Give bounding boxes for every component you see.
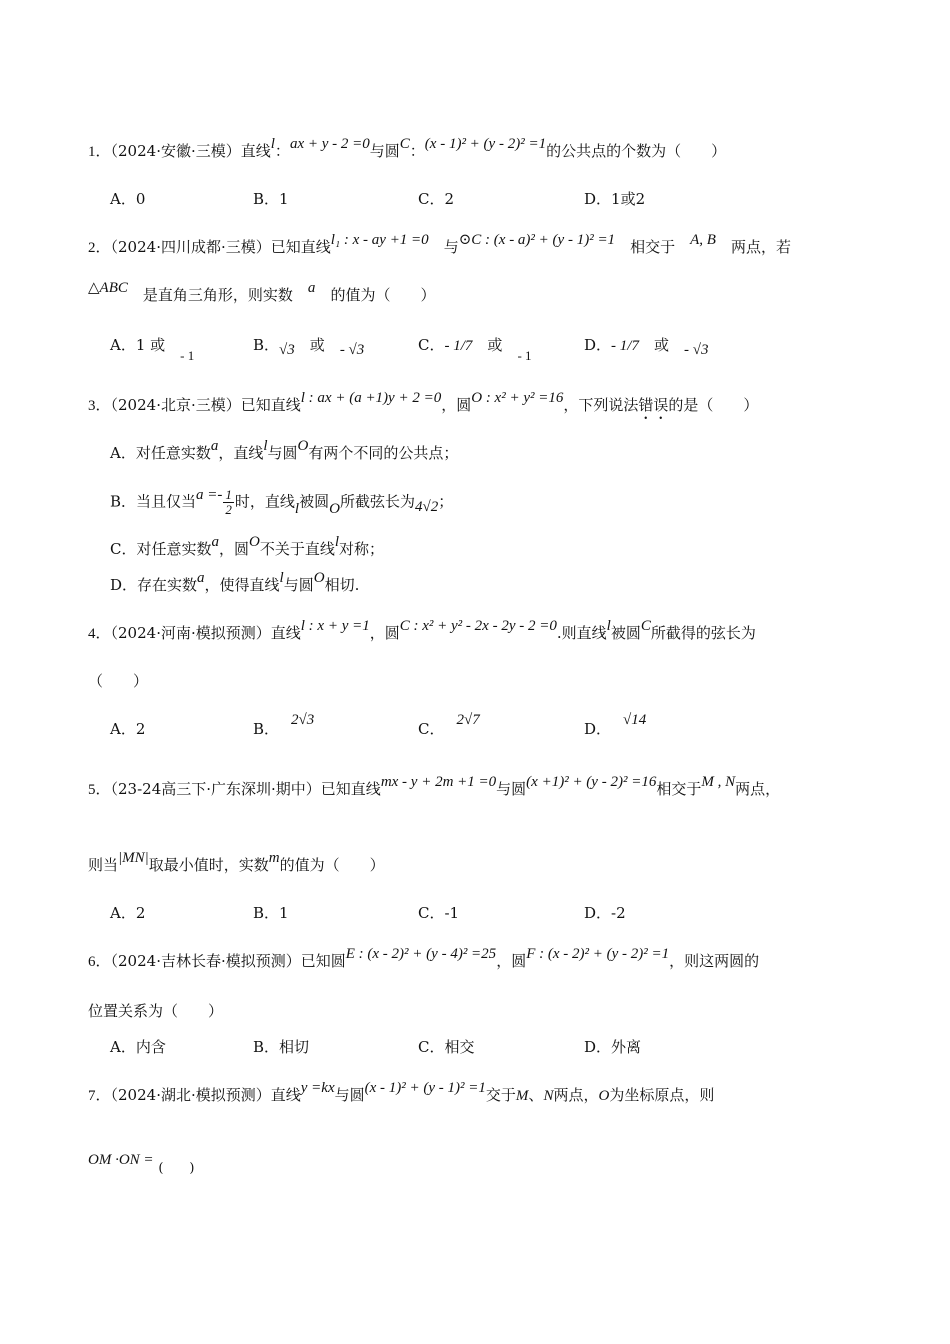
q5-text6: 取最小值时，实数 (148, 856, 269, 874)
q1-option-a: A．0 (110, 190, 146, 208)
q2-triangle: △ABC (88, 280, 128, 296)
question-2 (88, 232, 860, 259)
q2-option-c-v2: - 1 (517, 348, 532, 363)
q4-text2: ，圆 (369, 624, 400, 642)
q5-points: M , N (701, 774, 736, 790)
q3a-p3: 与圆 (267, 444, 298, 462)
q4-text: 直线 (270, 624, 301, 642)
q3d-a: a (197, 570, 205, 586)
q3b-o: O (329, 500, 340, 517)
q3b-p5: ； (438, 492, 454, 511)
q4-number: 4． (88, 626, 111, 642)
q7-text: 直线 (270, 1086, 301, 1104)
q3a-l: l (263, 438, 268, 454)
q1-text2: 与圆 (369, 142, 400, 160)
q3-text4: 的是（ ） (668, 396, 759, 414)
q4-source: （2024·河南·模拟预测） (110, 624, 271, 642)
q7-dot-product: OM ·ON = (88, 1152, 154, 1168)
q3c-p1: C．对任意实数 (110, 540, 212, 558)
q3a-p4: 有两个不同的公共点； (308, 444, 459, 462)
q5-text2: 与圆 (496, 780, 527, 798)
q3d-p1: D．存在实数 (110, 576, 198, 594)
q4-option-d-value: √14 (623, 712, 647, 728)
question-1 (88, 136, 860, 163)
q1-text3: 的公共点的个数为（ ） (546, 142, 727, 160)
q7-text4: 、 (528, 1086, 544, 1104)
q2-text: 已知直线 (270, 238, 331, 256)
question-7-line2 (88, 1148, 860, 1176)
q1-line-l: l (270, 136, 275, 152)
q2-option-c (418, 334, 532, 363)
q2-number: 2． (88, 240, 111, 256)
q3-emphasis: 错误 (638, 396, 669, 414)
q3c-p4: 对称； (339, 540, 385, 558)
q7-circle-eq: (x - 1)² + (y - 1)² =1 (364, 1080, 486, 1096)
q4-option-c-value: 2√7 (456, 712, 480, 728)
q6-option-a: A．内含 (110, 1038, 166, 1056)
q2-option-d-v1: - 1/7 (611, 338, 639, 354)
q1-text: 直线 (240, 142, 271, 160)
q6-option-c: C．相交 (418, 1038, 475, 1056)
q7-text5: 两点， (553, 1086, 599, 1104)
q4-option-a (110, 718, 145, 739)
question-6-line2 (88, 1000, 860, 1022)
q3-text2: ，圆 (441, 396, 472, 414)
q3b-numerator: 1 (225, 487, 232, 502)
q5-text3: 相交于 (656, 780, 702, 798)
q2-option-b-label: B． (253, 336, 280, 354)
q2-circle-eq: ⊙C : (x - a)² + (y - 1)² =1 (458, 232, 616, 248)
q5-text7: 的值为（ ） (279, 856, 385, 874)
q1-line-eq: ax + y - 2 =0 (289, 136, 370, 152)
q7-m: M (515, 1088, 529, 1104)
q4-text4: 被圆 (610, 624, 641, 642)
q6-number: 6． (88, 954, 111, 970)
q7-text2: 与圆 (334, 1086, 365, 1104)
q2-option-a-value: - 1 (180, 348, 195, 363)
q5-abs: |MN| (118, 850, 149, 866)
q5-line-eq: mx - y + 2m +1 =0 (380, 774, 497, 790)
q1-number: 1． (88, 144, 111, 160)
q4-line-eq: l : x + y =1 (300, 618, 370, 634)
q2-text4: 两点，若 (730, 238, 791, 256)
question-4 (88, 618, 860, 645)
q2-option-d-label: D． (584, 336, 612, 354)
q2-line-eq: l₁ : x - ay +1 =0 (330, 232, 429, 248)
q5-option-a: A．2 (110, 904, 146, 922)
question-3 (88, 390, 860, 423)
q5-circle-eq: (x +1)² + (y - 2)² =16 (526, 774, 657, 790)
q2-options (110, 334, 870, 363)
q7-source: （2024·湖北·模拟预测） (110, 1086, 271, 1104)
q3b-l: l (294, 500, 300, 517)
q5-number: 5． (88, 782, 111, 798)
q1-colon: ： (274, 142, 290, 160)
q4-text5: 所截得的弦长为 (650, 624, 756, 642)
q3d-l: l (279, 570, 284, 586)
q3-circle-eq: O : x² + y² =16 (471, 390, 564, 406)
q3-option-c (110, 534, 860, 561)
q2-option-c-label: C． (418, 336, 445, 354)
q3d-p4: 相切. (324, 576, 360, 594)
q3d-o: O (313, 570, 325, 586)
q3a-p1: A．对任意实数 (110, 444, 211, 462)
question-5 (88, 774, 860, 801)
q1-colon2: ： (409, 142, 425, 160)
q1-options (110, 188, 870, 214)
q7-paren: ( ) (158, 1161, 195, 1176)
q5-text4: 两点， (735, 780, 781, 798)
q3a-p2: ，直线 (218, 444, 264, 462)
q2-source: （2024·四川成都·三模） (110, 238, 271, 256)
q4-paren: （ ） (88, 672, 149, 690)
q2-var-a: a (307, 280, 316, 296)
q3b-p3: 被圆 (299, 492, 330, 511)
q4-options (110, 712, 870, 744)
q2-option-a (110, 334, 195, 363)
q2-text6: 的值为（ ） (330, 286, 436, 304)
q5-text5: 则当 (88, 856, 119, 874)
q5-options (110, 902, 870, 928)
q3a-o: O (297, 438, 309, 454)
q3-option-d (110, 570, 860, 597)
q7-text6: 为坐标原点，则 (609, 1086, 715, 1104)
q4-option-b-label: B． (253, 720, 280, 738)
q3b-fraction (223, 488, 234, 517)
q4-option-b (253, 712, 315, 739)
q6-option-d: D．外离 (584, 1038, 642, 1056)
q3-line-eq: l : ax + (a +1)y + 2 =0 (300, 390, 442, 406)
q2-option-c-v1: - 1/7 (444, 338, 473, 354)
q3b-denominator: 2 (225, 502, 232, 517)
q3-text: 已知直线 (240, 396, 301, 414)
q6-text4: 位置关系为（ ） (88, 1002, 224, 1020)
q7-line-eq: y =kx (300, 1080, 335, 1096)
q2-option-c-or: 或 (487, 336, 503, 354)
q7-n: N (543, 1088, 554, 1104)
q3c-a: a (211, 534, 219, 550)
q5-text: 已知直线 (320, 780, 381, 798)
q1-option-d: D．1或2 (584, 190, 646, 208)
q1-circle-eq: (x - 1)² + (y - 2)² =1 (424, 136, 547, 152)
q2-option-d (584, 334, 709, 358)
q3b-p1: B．当且仅当 (110, 492, 197, 511)
q3d-p2: ，使得直线 (204, 576, 280, 594)
q3d-p3: 与圆 (283, 576, 314, 594)
q6-source: （2024·吉林长春·模拟预测） (110, 952, 301, 970)
q7-number: 7． (88, 1088, 111, 1104)
q2-text5: 是直角三角形，则实数 (142, 286, 293, 304)
question-5-line2 (88, 850, 860, 877)
q2-option-b-v2: - √3 (339, 342, 365, 358)
q3-text3: ，下列说法 (563, 396, 639, 414)
q1-option-c: C．2 (418, 190, 455, 208)
q2-option-d-v2: - √3 (684, 342, 709, 358)
q4-circle-eq: C : x² + y² - 2x - 2y - 2 =0 (399, 618, 557, 634)
q3c-l: l (334, 534, 340, 550)
q5-option-b: B．1 (253, 904, 289, 922)
question-4-line2 (88, 670, 860, 692)
q6-text2: ，圆 (496, 952, 527, 970)
q2-points: A, B (690, 232, 716, 248)
q3-option-a (110, 438, 860, 465)
q2-option-d-or: 或 (653, 336, 669, 354)
q4-option-b-value: 2√3 (291, 712, 315, 728)
q4-l: l (606, 618, 611, 634)
q6-options (110, 1036, 870, 1062)
q6-text3: ，则这两圆的 (669, 952, 760, 970)
q5-option-c: C．-1 (418, 904, 460, 922)
q5-m: m (268, 850, 280, 866)
q4-option-d-label: D． (584, 720, 612, 738)
q2-option-b-or: 或 (309, 336, 325, 354)
question-7 (88, 1080, 860, 1107)
q1-source: （2024·安徽·三模） (110, 142, 241, 160)
q4-option-a-label: A．2 (110, 720, 146, 738)
q6-circle-e: E : (x - 2)² + (y - 4)² =25 (345, 946, 497, 962)
question-6 (88, 946, 860, 973)
q6-option-b: B．相切 (253, 1038, 310, 1056)
q5-option-d: D．-2 (584, 904, 626, 922)
q3c-p2: ，圆 (218, 540, 249, 558)
q4-option-d (584, 712, 647, 739)
q3a-a: a (210, 438, 219, 454)
q6-text: 已知圆 (300, 952, 346, 970)
q3-number: 3． (88, 398, 111, 414)
q2-option-b-v1: √3 (279, 342, 295, 358)
q7-text3: 交于 (485, 1086, 516, 1104)
question-2-line2 (88, 280, 860, 307)
q3-source: （2024·北京·三模） (110, 396, 241, 414)
q3b-p4: 所截弦长为 (339, 492, 415, 511)
q4-option-c-label: C． (418, 720, 445, 738)
q2-text2: 与 (443, 238, 459, 256)
q1-circle-c: C (399, 136, 410, 152)
q3b-value: 4√2 (414, 498, 439, 515)
q3c-p3: 不关于直线 (259, 540, 335, 558)
q3c-o: O (249, 534, 260, 550)
q5-source: （23-24高三下·广东深圳·期中） (110, 780, 321, 798)
q3-option-b (110, 488, 860, 517)
q4-option-c (418, 712, 480, 739)
q2-option-a-label: A．1 或 (110, 336, 166, 354)
q7-o: O (598, 1088, 610, 1104)
q4-text3: .则直线 (556, 624, 607, 642)
q2-option-b (253, 334, 365, 358)
q3b-a: a =- (196, 486, 223, 503)
q3b-p2: 时，直线 (234, 492, 295, 511)
q6-circle-f: F : (x - 2)² + (y - 2)² =1 (526, 946, 670, 962)
q2-text3: 相交于 (630, 238, 676, 256)
q1-option-b: B．1 (253, 190, 289, 208)
q4-c: C (640, 618, 651, 634)
